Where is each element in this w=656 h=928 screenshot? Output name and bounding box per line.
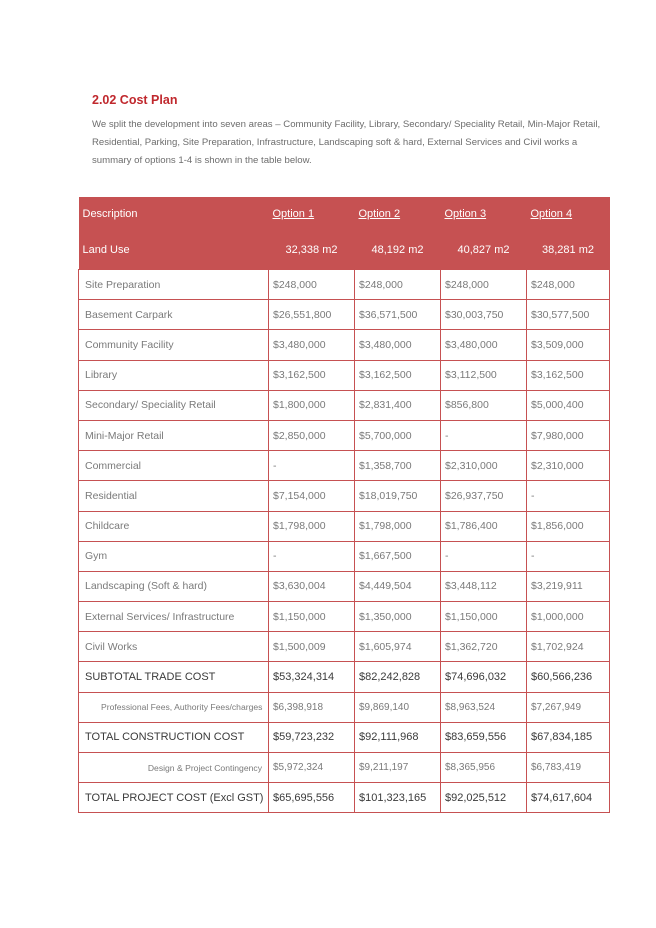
contingency-option-1: $5,972,324 <box>269 753 355 783</box>
row-label: Residential <box>79 481 269 511</box>
header-option-3[interactable]: Option 3 <box>441 197 527 231</box>
cell-option-4: $30,577,500 <box>527 300 610 330</box>
cell-option-2: $5,700,000 <box>355 420 441 450</box>
cell-option-4: $3,219,911 <box>527 571 610 601</box>
cell-option-4: $1,702,924 <box>527 632 610 662</box>
fees-option-4: $7,267,949 <box>527 692 610 722</box>
fees-label: Professional Fees, Authority Fees/charges <box>79 692 269 722</box>
total-construction-option-2: $92,111,968 <box>355 722 441 752</box>
total-construction-option-3: $83,659,556 <box>441 722 527 752</box>
subtotal-option-3: $74,696,032 <box>441 662 527 692</box>
header-option-2[interactable]: Option 2 <box>355 197 441 231</box>
table-row <box>79 541 610 571</box>
total-construction-option-4: $67,834,185 <box>527 722 610 752</box>
row-label: Library <box>79 360 269 390</box>
table-row <box>79 420 610 450</box>
contingency-label: Design & Project Contingency <box>79 753 269 783</box>
cell-option-1: $248,000 <box>269 270 355 300</box>
table-row <box>79 270 610 300</box>
header-description: Description <box>79 197 269 231</box>
row-label: Landscaping (Soft & hard) <box>79 571 269 601</box>
subtotal-row <box>79 662 610 692</box>
table-row <box>79 360 610 390</box>
row-label: Secondary/ Speciality Retail <box>79 390 269 420</box>
header-option-1[interactable]: Option 1 <box>269 197 355 231</box>
fees-option-3: $8,963,524 <box>441 692 527 722</box>
total-project-row <box>79 783 610 813</box>
contingency-option-4: $6,783,419 <box>527 753 610 783</box>
table-row <box>79 390 610 420</box>
contingency-option-2: $9,211,197 <box>355 753 441 783</box>
fees-option-1: $6,398,918 <box>269 692 355 722</box>
cell-option-3: $3,480,000 <box>441 330 527 360</box>
cell-option-4: $248,000 <box>527 270 610 300</box>
cell-option-2: $1,358,700 <box>355 451 441 481</box>
subtotal-option-4: $60,566,236 <box>527 662 610 692</box>
cell-option-3: - <box>441 541 527 571</box>
table-row <box>79 511 610 541</box>
cell-option-4: $1,856,000 <box>527 511 610 541</box>
cell-option-1: $1,800,000 <box>269 390 355 420</box>
cell-option-3: $248,000 <box>441 270 527 300</box>
cell-option-1: $2,850,000 <box>269 420 355 450</box>
table-row <box>79 330 610 360</box>
cell-option-1: $3,162,500 <box>269 360 355 390</box>
cost-plan-table <box>78 197 610 813</box>
cell-option-2: $1,605,974 <box>355 632 441 662</box>
row-label: Basement Carpark <box>79 300 269 330</box>
subtotal-option-1: $53,324,314 <box>269 662 355 692</box>
total-project-label: TOTAL PROJECT COST (Excl GST) <box>79 783 269 813</box>
cell-option-3: $1,786,400 <box>441 511 527 541</box>
section-intro: We split the development into seven areas – Community Facility, Library, Secondary/ Speciality Retail, Min-Major Retail, Residential, Parking, Site Preparation, Infrastructure, Landscaping soft & hard, External Services and Civil works a summary of options 1-4 is shown in the table below. <box>92 119 601 166</box>
cell-option-1: $7,154,000 <box>269 481 355 511</box>
total-project-option-3: $92,025,512 <box>441 783 527 813</box>
cell-option-4: $1,000,000 <box>527 602 610 632</box>
cell-option-2: $36,571,500 <box>355 300 441 330</box>
land-use-row <box>79 231 610 270</box>
section-title: 2.02 Cost Plan <box>92 93 178 107</box>
cell-option-1: $26,551,800 <box>269 300 355 330</box>
row-label: Site Preparation <box>79 270 269 300</box>
total-project-option-1: $65,695,556 <box>269 783 355 813</box>
cell-option-4: $2,310,000 <box>527 451 610 481</box>
row-label: Civil Works <box>79 632 269 662</box>
cell-option-4: $3,162,500 <box>527 360 610 390</box>
cell-option-2: $18,019,750 <box>355 481 441 511</box>
contingency-option-3: $8,365,956 <box>441 753 527 783</box>
row-label: Childcare <box>79 511 269 541</box>
cell-option-3: $30,003,750 <box>441 300 527 330</box>
cell-option-3: $3,448,112 <box>441 571 527 601</box>
row-label: Mini-Major Retail <box>79 420 269 450</box>
cell-option-3: - <box>441 420 527 450</box>
cell-option-2: $3,162,500 <box>355 360 441 390</box>
total-construction-option-1: $59,723,232 <box>269 722 355 752</box>
cell-option-1: $3,480,000 <box>269 330 355 360</box>
total-project-option-2: $101,323,165 <box>355 783 441 813</box>
land-use-option-3: 40,827 m2 <box>441 231 527 270</box>
cell-option-3: $3,112,500 <box>441 360 527 390</box>
table-row <box>79 451 610 481</box>
table-row <box>79 300 610 330</box>
cell-option-4: - <box>527 481 610 511</box>
cell-option-3: $856,800 <box>441 390 527 420</box>
table-header-row <box>79 197 610 231</box>
cell-option-2: $4,449,504 <box>355 571 441 601</box>
cell-option-1: - <box>269 451 355 481</box>
cell-option-2: $1,350,000 <box>355 602 441 632</box>
subtotal-option-2: $82,242,828 <box>355 662 441 692</box>
header-option-4[interactable]: Option 4 <box>527 197 610 231</box>
land-use-label: Land Use <box>79 231 269 270</box>
cell-option-3: $1,150,000 <box>441 602 527 632</box>
cell-option-1: - <box>269 541 355 571</box>
cell-option-2: $3,480,000 <box>355 330 441 360</box>
cell-option-2: $1,667,500 <box>355 541 441 571</box>
cell-option-1: $3,630,004 <box>269 571 355 601</box>
row-label: Commercial <box>79 451 269 481</box>
fees-option-2: $9,869,140 <box>355 692 441 722</box>
table-row <box>79 481 610 511</box>
cell-option-2: $1,798,000 <box>355 511 441 541</box>
land-use-option-2: 48,192 m2 <box>355 231 441 270</box>
cell-option-3: $1,362,720 <box>441 632 527 662</box>
table-row <box>79 632 610 662</box>
cell-option-2: $2,831,400 <box>355 390 441 420</box>
cell-option-3: $26,937,750 <box>441 481 527 511</box>
cell-option-4: $7,980,000 <box>527 420 610 450</box>
row-label: External Services/ Infrastructure <box>79 602 269 632</box>
table-row <box>79 571 610 601</box>
land-use-option-1: 32,338 m2 <box>269 231 355 270</box>
fees-row <box>79 692 610 722</box>
cell-option-4: $5,000,400 <box>527 390 610 420</box>
cell-option-1: $1,500,009 <box>269 632 355 662</box>
subtotal-label: SUBTOTAL TRADE COST <box>79 662 269 692</box>
total-project-option-4: $74,617,604 <box>527 783 610 813</box>
cell-option-1: $1,150,000 <box>269 602 355 632</box>
table-row <box>79 602 610 632</box>
total-construction-label: TOTAL CONSTRUCTION COST <box>79 722 269 752</box>
row-label: Gym <box>79 541 269 571</box>
total-construction-row <box>79 722 610 752</box>
cell-option-4: $3,509,000 <box>527 330 610 360</box>
land-use-option-4: 38,281 m2 <box>527 231 610 270</box>
cell-option-3: $2,310,000 <box>441 451 527 481</box>
cell-option-4: - <box>527 541 610 571</box>
row-label: Community Facility <box>79 330 269 360</box>
cell-option-1: $1,798,000 <box>269 511 355 541</box>
contingency-row <box>79 753 610 783</box>
cell-option-2: $248,000 <box>355 270 441 300</box>
